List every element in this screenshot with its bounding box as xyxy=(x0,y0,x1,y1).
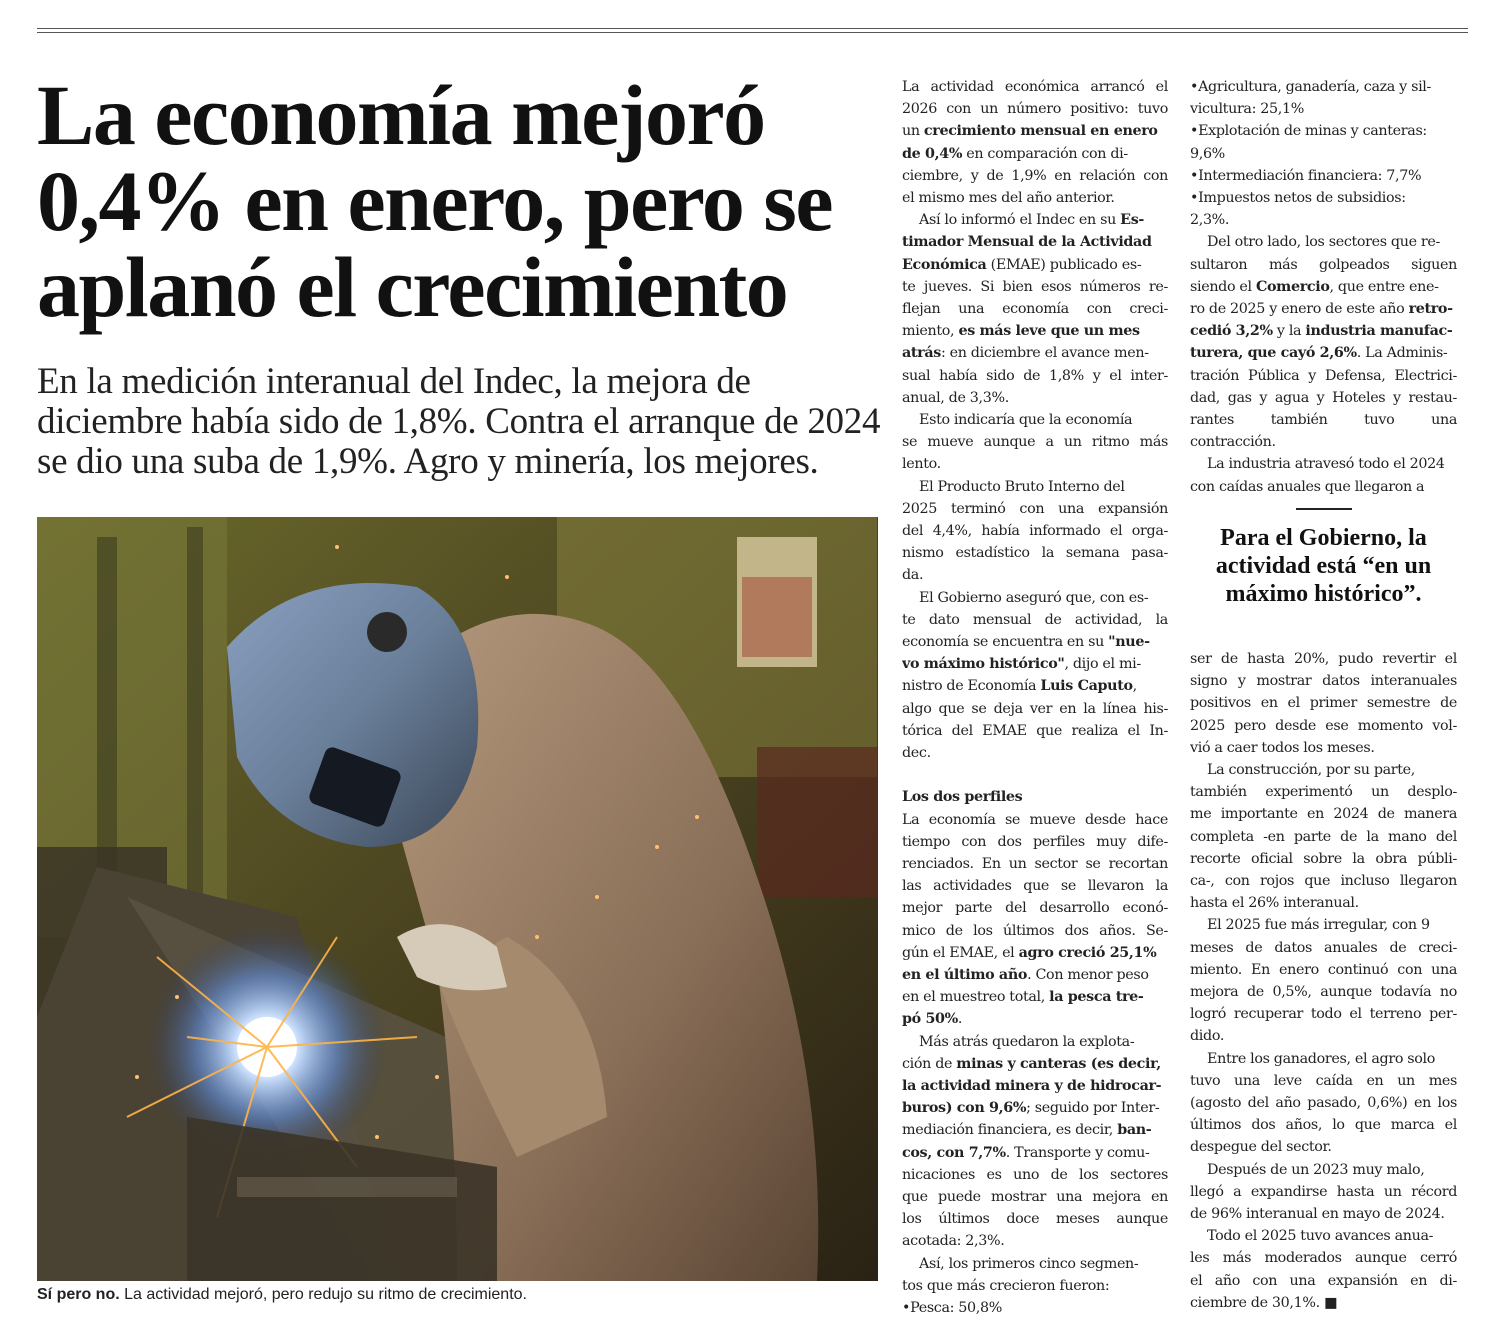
text-line: sultaron más golpeados siguen xyxy=(1190,256,1457,273)
text-line: positivos en el primer semestre de xyxy=(1190,695,1457,712)
paragraph xyxy=(902,1031,1168,1253)
pull-quote-line: Para el Gobierno, la xyxy=(1220,525,1427,551)
list-item: •Agricultura, ganadería, caza y sil- xyxy=(1190,79,1432,95)
text-line: Económica (EMAE) publicado es- xyxy=(902,256,1142,273)
text-line: 2025 terminó con una expansión xyxy=(902,500,1168,517)
headline xyxy=(37,67,877,335)
text-line: con caídas anuales que llegaron a xyxy=(1190,478,1425,495)
text-line: sual había sido de 1,8% y el inter- xyxy=(902,367,1168,384)
pull-quote-rule xyxy=(1296,508,1352,510)
text-line: gún el EMAE, el agro creció 25,1% xyxy=(902,944,1157,961)
paragraph xyxy=(1190,759,1457,914)
text-line: ción de minas y canteras (es decir, xyxy=(902,1055,1161,1072)
text-line: mejor parte del desarrollo econó- xyxy=(902,900,1168,917)
text-line: ciembre, y de 1,9% en relación con xyxy=(902,167,1168,184)
text-line: nistro de Economía Luis Caputo, xyxy=(902,678,1137,695)
text-line: que puede mostrar una mejora en xyxy=(902,1188,1168,1205)
subheadline-line: En la medición interanual del Indec, la mejora de xyxy=(37,361,751,402)
text-line: algo que se deja ver en la línea his- xyxy=(902,700,1168,717)
text-line: ciembre de 30,1%. ■ xyxy=(1190,1294,1338,1311)
text-line: tración Pública y Defensa, Electrici- xyxy=(1190,367,1457,384)
headline-line: La economía mejoró xyxy=(37,67,765,163)
text-line: economía se encuentra en su "nue- xyxy=(902,634,1150,651)
text-line: siendo el Comercio, que entre ene- xyxy=(1190,278,1439,295)
paragraph xyxy=(1190,1048,1457,1159)
paragraph xyxy=(902,209,1168,409)
text-line: ca-, con rojos que incluso llegaron xyxy=(1190,873,1457,890)
text-line: atrás: en diciembre el avance men- xyxy=(902,345,1149,362)
list-item: •Impuestos netos de subsidios: xyxy=(1190,190,1406,207)
headline-line: aplanó el crecimiento xyxy=(37,239,788,335)
subheadline xyxy=(37,362,882,482)
text-line: anual, de 3,3%. xyxy=(902,389,1009,406)
text-line: 2025 pero desde ese momento vol- xyxy=(1190,717,1457,734)
subheadline-line: diciembre había sido de 1,8%. Contra el arranque de 2024 xyxy=(37,401,881,442)
headline-line: 0,4% en enero, pero se xyxy=(37,153,833,249)
text-line: últimos dos años, lo que marca el xyxy=(1190,1117,1457,1134)
list-item: vicultura: 25,1% xyxy=(1190,101,1304,118)
text-line: rantes también tuvo una xyxy=(1190,412,1457,429)
text-line: timador Mensual de la Actividad xyxy=(902,234,1152,251)
text-line: dad, gas y agua y Hoteles y restau- xyxy=(1190,389,1457,406)
paragraph xyxy=(1190,453,1457,497)
list-item: •Pesca: 50,8% xyxy=(902,1299,1002,1316)
text-line: en el muestreo total, la pesca tre- xyxy=(902,989,1144,1006)
text-line: La industria atravesó todo el 2024 xyxy=(1207,456,1445,473)
paragraph xyxy=(902,587,1168,765)
text-line: el año con una expansión en di- xyxy=(1190,1272,1457,1289)
subheadline-line: se dio una suba de 1,9%. Agro y minería, los mejores. xyxy=(37,441,819,482)
text-line: la actividad minera y de hidrocar- xyxy=(902,1077,1162,1094)
paragraph xyxy=(1190,1225,1457,1314)
text-line: contracción. xyxy=(1190,434,1276,451)
paragraph xyxy=(902,409,1168,476)
text-line: tórica del EMAE que realiza el In- xyxy=(902,722,1168,739)
paragraph xyxy=(902,476,1168,587)
article-column-2 xyxy=(1190,76,1457,498)
text-line: despegue del sector. xyxy=(1190,1139,1332,1156)
text-line: El 2025 fue más irregular, con 9 xyxy=(1207,917,1430,934)
welder-photo xyxy=(37,517,878,1281)
list-item: 2,3%. xyxy=(1190,212,1230,229)
text-line: dido. xyxy=(1190,1028,1225,1045)
pull-quote-line: máximo histórico”. xyxy=(1225,581,1422,607)
text-line: signo y mostrar datos interanuales xyxy=(1190,673,1457,690)
paragraph xyxy=(902,1253,1168,1320)
photo-caption xyxy=(37,1285,882,1305)
text-line: recorte oficial sobre la obra públi- xyxy=(1190,850,1457,867)
pull-quote-line: actividad está “en un xyxy=(1215,553,1432,579)
text-line: completa -en parte de la mano del xyxy=(1190,828,1457,845)
paragraph xyxy=(1190,1159,1457,1226)
text-line: vo máximo histórico", dijo el mi- xyxy=(902,656,1141,673)
pull-quote xyxy=(1190,508,1457,608)
text-line: mediación financiera, es decir, ban- xyxy=(902,1122,1152,1139)
text-line: vió a caer todos los meses. xyxy=(1190,739,1375,756)
text-line: Entre los ganadores, el agro solo xyxy=(1207,1050,1435,1067)
text-line: Del otro lado, los sectores que re- xyxy=(1207,234,1440,251)
top-rule xyxy=(37,28,1468,29)
text-line: ser de hasta 20%, pudo revertir el xyxy=(1190,651,1457,667)
text-line: tos que más crecieron fueron: xyxy=(902,1277,1110,1294)
text-line: Así lo informó el Indec en su Es- xyxy=(919,212,1144,229)
text-line: también experimentó un desplo- xyxy=(1190,784,1457,801)
text-line: tuvo una leve caída en un mes xyxy=(1190,1072,1457,1089)
text-line: Después de un 2023 muy malo, xyxy=(1207,1161,1425,1178)
text-line: se mueve aunque a un ritmo más xyxy=(902,434,1168,451)
text-line: turera, que cayó 2,6%. La Adminis- xyxy=(1190,345,1448,362)
text-line: renciados. En un sector se recortan xyxy=(902,855,1168,872)
text-line: miento, es más leve que un mes xyxy=(902,323,1140,340)
text-line: llegó a expandirse hasta un récord xyxy=(1190,1183,1457,1200)
top-rule-secondary xyxy=(37,32,1468,33)
text-line: me importante en 2024 de manera xyxy=(1190,806,1457,823)
text-line: de 0,4% en comparación con di- xyxy=(902,145,1128,162)
pull-quote-text xyxy=(1190,524,1457,608)
welder-photo-icon xyxy=(37,517,878,1281)
text-line: (agosto del año pasado, 0,6%) en los xyxy=(1190,1095,1457,1112)
text-line: acotada: 2,3%. xyxy=(902,1233,1005,1250)
paragraph xyxy=(902,809,1168,1031)
text-line: Así, los primeros cinco segmen- xyxy=(919,1255,1139,1272)
text-line: el mismo mes del año anterior. xyxy=(902,190,1115,207)
text-line: El Gobierno aseguró que, con es- xyxy=(919,589,1149,606)
text-line: dec. xyxy=(902,745,931,762)
list-item: •Intermediación financiera: 7,7% xyxy=(1190,167,1422,184)
text-line: del 4,4%, había informado el orga- xyxy=(902,523,1168,540)
list-item: •Explotación de minas y canteras: xyxy=(1190,123,1427,140)
article-column-1 xyxy=(902,76,1168,1319)
text-line: Esto indicaría que la economía xyxy=(919,412,1133,429)
text-line: da. xyxy=(902,567,924,584)
text-line: te dato mensual de actividad, la xyxy=(902,611,1168,628)
list-item: 9,6% xyxy=(1190,145,1225,162)
text-line: nicaciones es uno de los sectores xyxy=(902,1166,1168,1183)
article-column-2-continued xyxy=(1190,648,1457,1314)
paragraph xyxy=(1190,231,1457,453)
text-line: La construcción, por su parte, xyxy=(1207,762,1415,779)
caption-lead: Sí pero no. xyxy=(37,1286,120,1303)
text-line: las actividades que se llevaron la xyxy=(902,878,1168,895)
text-line: cos, con 7,7%. Transporte y comu- xyxy=(902,1144,1150,1161)
text-line: ro de 2025 y enero de este año retro- xyxy=(1190,301,1453,318)
text-line: buros) con 9,6%; seguido por Inter- xyxy=(902,1100,1160,1117)
text-line: logró recuperar todo el terreno per- xyxy=(1190,1006,1457,1023)
text-line: La economía se mueve desde hace xyxy=(902,811,1168,828)
text-line: mico de los últimos dos años. Se- xyxy=(902,922,1168,939)
text-line: en el último año. Con menor peso xyxy=(902,966,1149,983)
text-line: un crecimiento mensual en enero xyxy=(902,123,1158,140)
text-line: los últimos doce meses aunque xyxy=(902,1211,1168,1228)
text-line: lento. xyxy=(902,456,941,473)
text-line: flejan una economía con creci- xyxy=(902,301,1168,318)
text-line: les más moderados aunque cerró xyxy=(1190,1250,1457,1267)
text-line: El Producto Bruto Interno del xyxy=(919,478,1125,495)
text-line: tiempo con dos perfiles muy dife- xyxy=(902,833,1168,850)
text-line: Todo el 2025 tuvo avances anua- xyxy=(1207,1228,1434,1245)
caption-text: La actividad mejoró, pero redujo su ritmo de crecimiento. xyxy=(119,1286,527,1303)
text-line: de 96% interanual en mayo de 2024. xyxy=(1190,1206,1445,1223)
paragraph xyxy=(902,76,1168,209)
paragraph xyxy=(1190,648,1457,759)
text-line: meses de datos anuales de creci- xyxy=(1190,939,1457,956)
paragraph xyxy=(1190,914,1457,1047)
text-line: 2026 con un número positivo: tuvo xyxy=(902,101,1168,118)
text-line: hasta el 26% interanual. xyxy=(1190,895,1359,912)
section-subtitle: Los dos perfiles xyxy=(902,789,1023,806)
text-line: cedió 3,2% y la industria manufac- xyxy=(1190,323,1453,340)
text-line: La actividad económica arrancó el xyxy=(902,79,1168,95)
text-line: miento. En enero continuó con una xyxy=(1190,961,1457,978)
text-line: pó 50%. xyxy=(902,1011,963,1028)
text-line: nismo estadístico la semana pasa- xyxy=(902,545,1168,562)
text-line: mejora de 0,5%, aunque todavía no xyxy=(1190,984,1457,1001)
text-line: Más atrás quedaron la explota- xyxy=(919,1033,1135,1050)
sector-list xyxy=(1190,76,1457,231)
text-line: te jueves. Si bien esos números re- xyxy=(902,278,1168,295)
